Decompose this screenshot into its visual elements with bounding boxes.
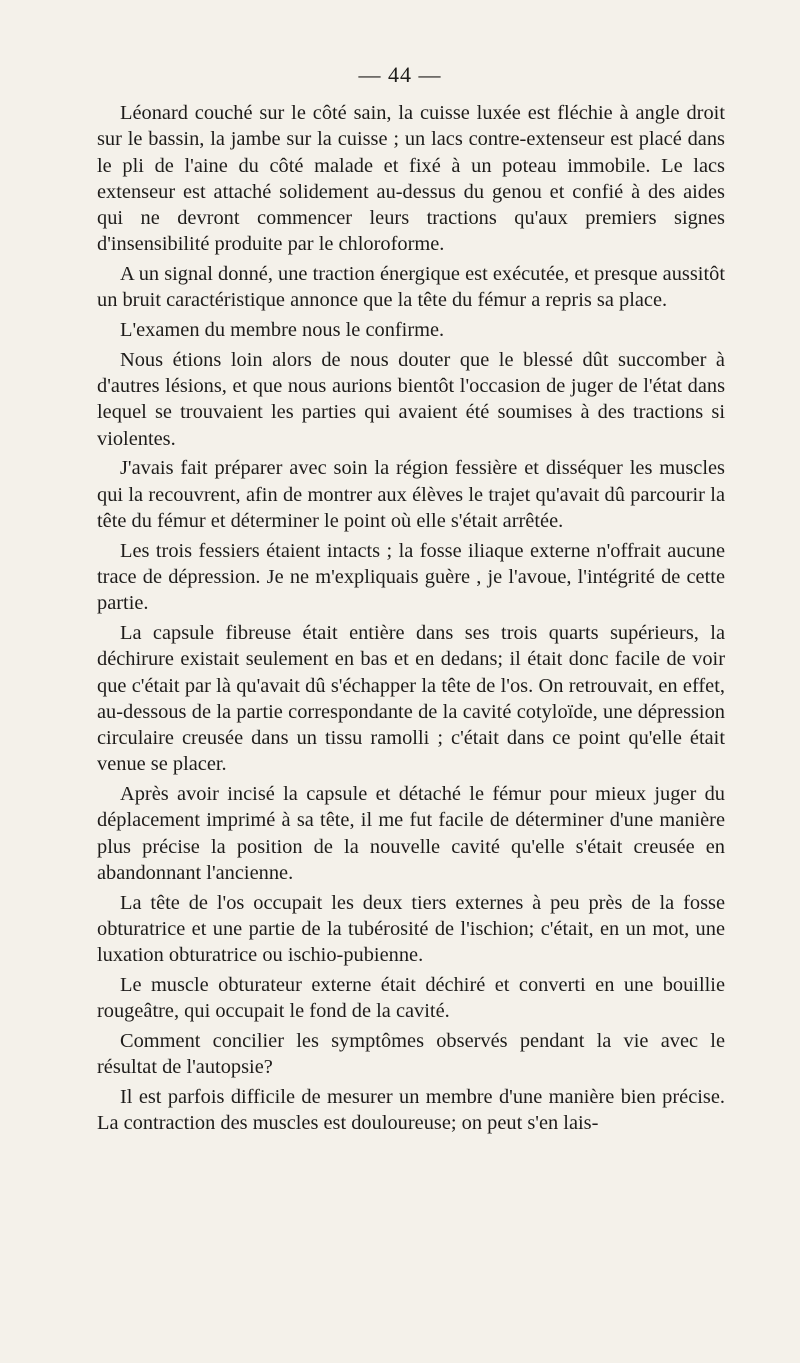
paragraph-9: La tête de l'os occupait les deux tiers externes à peu près de la fosse obturatrice et une partie de la tubérosité de l'ischion; c'était, en un mot, une luxation obturatrice ou ischio-pubienne.	[97, 891, 725, 967]
paragraph-8: Après avoir incisé la capsule et détaché le fémur pour mieux juger du déplacement imprimé à sa tête, il me fut facile de déterminer d'une manière plus précise la position de la nouvelle cavité qu'elle s'était creusée en abandonnant l'ancienne.	[97, 783, 725, 885]
paragraph-10: Le muscle obturateur externe était déchiré et converti en une bouillie rougeâtre, qui occupait le fond de la cavité.	[97, 974, 725, 1023]
body-text	[97, 100, 725, 1140]
paragraph-5: J'avais fait préparer avec soin la région fessière et disséquer les muscles qui la recouvrent, afin de montrer aux élèves le trajet qu'avait dû parcourir la tête du fémur et déterminer le point où elle s'était arrêtée.	[97, 457, 725, 533]
paragraph-4: Nous étions loin alors de nous douter que le blessé dût succomber à d'autres lésions, et que nous aurions bientôt l'occasion de juger de l'état dans lequel se trouvaient les parties qui avaient été soumises à des tractions si violentes.	[97, 348, 725, 450]
paragraph-11: Comment concilier les symptômes observés pendant la vie avec le résultat de l'autopsie?	[97, 1030, 725, 1079]
page-number: — 44 —	[358, 62, 442, 87]
paragraph-2: A un signal donné, une traction énergique est exécutée, et presque aussitôt un bruit caractéristique annonce que la tête du fémur a repris sa place.	[97, 263, 725, 312]
paragraph-1: Léonard couché sur le côté sain, la cuisse luxée est fléchie à angle droit sur le bassin, la jambe sur la cuisse ; un lacs contre-extenseur est placé dans le pli de l'aine du côté malade et fixé à un poteau immobile. Le lacs extenseur est attaché solidement au-dessus du genou et confié à des aides qui ne devront commencer leurs tractions qu'aux premiers signes d'insensibilité produite par le chloroforme.	[97, 102, 725, 256]
paragraph-7: La capsule fibreuse était entière dans ses trois quarts supérieurs, la déchirure existait seulement en bas et en dedans; il était donc facile de voir que c'était par là qu'avait dû s'échapper la tête de l'os. On retrouvait, en effet, au-dessous de la partie correspondante de la cavité cotyloïde, une dépression circulaire creusée dans un tissu ramolli ; c'était dans ce point qu'elle était venue se placer.	[97, 621, 725, 776]
paragraph-12: Il est parfois difficile de mesurer un membre d'une manière bien précise. La contraction des muscles est douloureuse; on peut s'en lais-	[97, 1085, 725, 1135]
paragraph-3: L'examen du membre nous le confirme.	[120, 319, 445, 342]
paragraph-6: Les trois fessiers étaient intacts ; la fosse iliaque externe n'offrait aucune trace de dépression. Je ne m'expliquais guère , je l'avoue, l'intégrité de cette partie.	[97, 539, 725, 615]
